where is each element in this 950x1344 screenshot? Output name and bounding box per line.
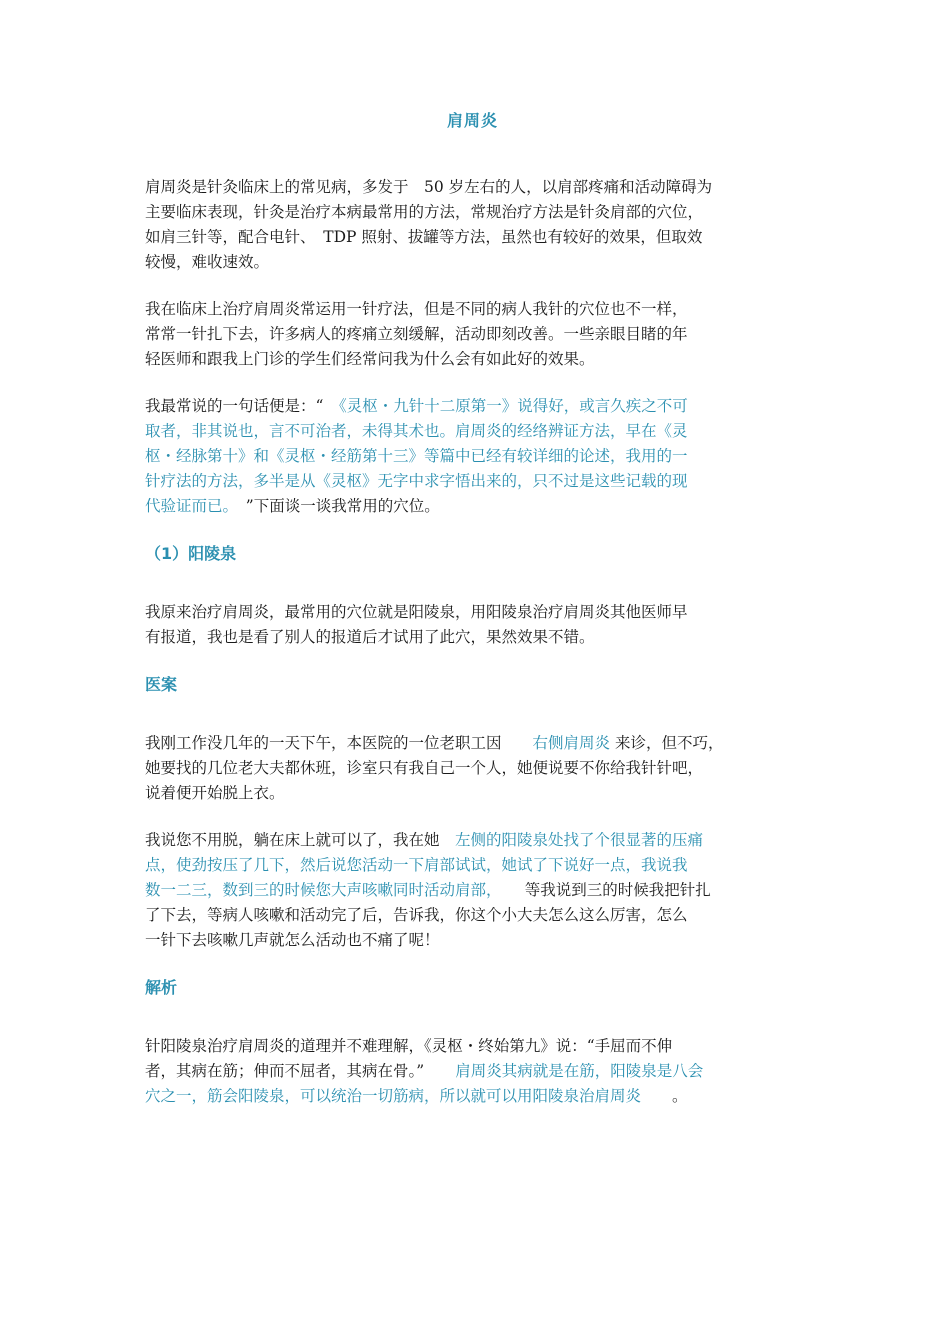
paragraph-yanglingquan: [145, 600, 800, 650]
text-line: 有报道，我也是看了别人的报道后才试用了此穴，果然效果不错。: [145, 628, 595, 646]
text-segment: 我刚工作没几年的一天下午，本医院的一位老职工因: [145, 734, 533, 752]
highlight-line: 枢・经脉第十》和《灵枢・经筋第十三》等篇中已经有较详细的论述，我用的一: [145, 447, 688, 465]
section-heading-case: 医案: [145, 675, 178, 694]
text-line: 如肩三针等，配合电针、 TDP 照射、拔罐等方法，虽然也有较好的效果，但取效: [145, 228, 703, 246]
text-line: [145, 494, 800, 519]
paragraph-analysis: [145, 1034, 800, 1109]
highlight-text: 穴之一，筋会阳陵泉，可以统治一切筋病，所以就可以用阳陵泉治肩周炎: [145, 1087, 642, 1105]
text-line: [145, 828, 800, 853]
paragraph-intro: [145, 175, 800, 275]
paragraph-practice: [145, 297, 800, 372]
text-segment: 来诊，但不巧，: [610, 734, 724, 752]
text-line: 主要临床表现，针灸是治疗本病最常用的方法，常规治疗方法是针灸肩部的穴位，: [145, 203, 704, 221]
text-segment: 我最常说的一句话便是：“: [145, 397, 339, 415]
paragraph-case-2: [145, 828, 800, 953]
text-line: [145, 731, 800, 756]
text-segment: ”下面谈一谈我常用的穴位。: [230, 497, 440, 515]
text-line: 我在临床上治疗肩周炎常运用一针疗法，但是不同的病人我针的穴位也不一样，: [145, 300, 688, 318]
highlight-text: 右侧肩周炎: [532, 734, 611, 752]
text-line: 说着便开始脱上衣。: [145, 784, 285, 802]
text-segment: 者，其病在筋；伸而不屈者，其病在骨。”: [145, 1062, 456, 1080]
highlight-text: 代验证而已。: [145, 497, 231, 515]
text-line: 较慢，难收速效。: [145, 253, 270, 271]
text-line: [145, 394, 800, 419]
section-heading-yanglingquan: （1）阳陵泉: [145, 544, 237, 563]
text-line: 轻医师和跟我上门诊的学生们经常问我为什么会有如此好的效果。: [145, 350, 595, 368]
text-line: 肩周炎是针灸临床上的常见病，多发于 50 岁左右的人，以肩部疼痛和活动障碍为: [145, 178, 713, 196]
text-line: [145, 1084, 800, 1109]
highlight-text: 数一二三，数到三的时候您大声咳嗽同时活动肩部，: [145, 881, 494, 899]
highlight-line: 点，使劲按压了几下，然后说您活动一下肩部试试，她试了下说好一点，我说我: [145, 856, 688, 874]
section-heading-analysis: 解析: [145, 978, 178, 997]
text-line: [145, 1059, 800, 1084]
paragraph-quote: [145, 394, 800, 519]
page-title: 肩周炎: [446, 111, 498, 130]
text-segment: 。: [641, 1087, 688, 1105]
text-line: 针阳陵泉治疗肩周炎的道理并不难理解，《灵枢・终始第九》说：“手屈而不伸: [145, 1037, 673, 1055]
text-segment: 等我说到三的时候我把针扎: [493, 881, 711, 899]
paragraph-case-1: [145, 731, 800, 806]
text-segment: 我说您不用脱，躺在床上就可以了，我在她: [145, 831, 456, 849]
text-line: 了下去，等病人咳嗽和活动完了后，告诉我，你这个小大夫怎么这么厉害，怎么: [145, 906, 688, 924]
text-line: [145, 878, 800, 903]
highlight-line: 取者，非其说也，言不可治者，未得其术也。肩周炎的经络辨证方法，早在《灵: [145, 422, 688, 440]
highlight-line: 针疗法的方法，多半是从《灵枢》无字中求字悟出来的，只不过是这些记载的现: [145, 472, 688, 490]
text-line: 我原来治疗肩周炎，最常用的穴位就是阳陵泉，用阳陵泉治疗肩周炎其他医师早: [145, 603, 688, 621]
highlight-text: 《灵枢・九针十二原第一》说得好，或言久疾之不可: [338, 397, 688, 415]
highlight-text: 肩周炎其病就是在筋，阳陵泉是八会: [455, 1062, 704, 1080]
highlight-text: 左侧的阳陵泉处找了个很显著的压痛: [455, 831, 704, 849]
text-line: 她要找的几位老大夫都休班，诊室只有我自己一个人，她便说要不你给我针针吧，: [145, 759, 704, 777]
text-line: 常常一针扎下去，许多病人的疼痛立刻缓解，活动即刻改善。一些亲眼目睹的年: [145, 325, 688, 343]
text-line: 一针下去咳嗽几声就怎么活动也不痛了呢！: [145, 931, 440, 949]
